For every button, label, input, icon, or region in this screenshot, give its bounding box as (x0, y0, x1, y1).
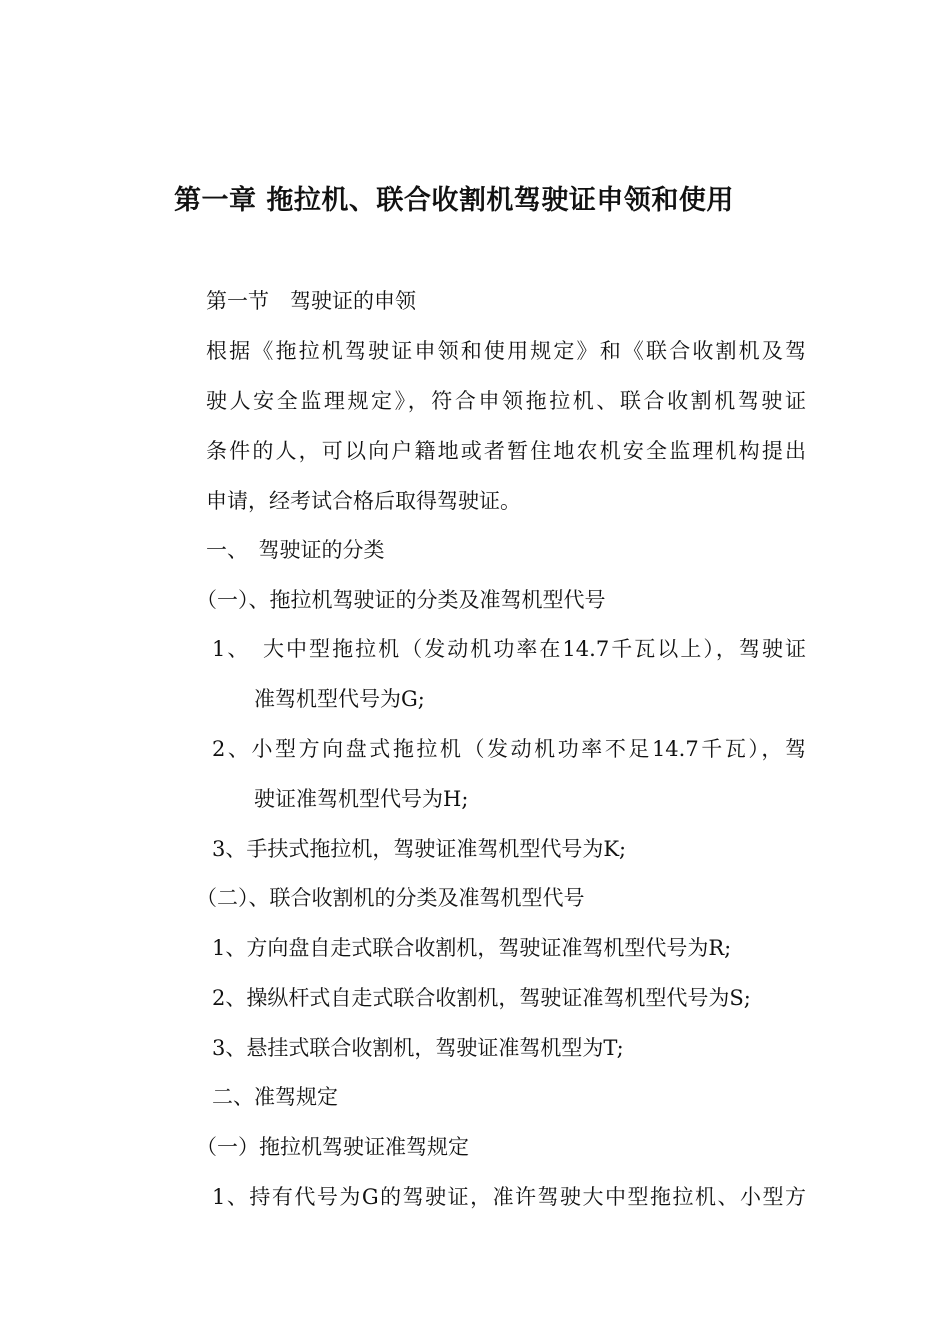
heading-driving-rules: 二、准驾规定 (212, 1085, 338, 1109)
subheading-tractor-classes: （一）、拖拉机驾驶证的分类及准驾机型代号 (196, 588, 606, 612)
list-item: 3、手扶式拖拉机，驾驶证准驾机型代号为K; (212, 837, 627, 861)
list-item: 1、方向盘自走式联合收割机，驾驶证准驾机型代号为R; (212, 936, 732, 960)
list-item: 3、悬挂式联合收割机，驾驶证准驾机型为T; (212, 1036, 624, 1060)
list-item: 1、持有代号为G的驾驶证，准许驾驶大中型拖拉机、小型方 (212, 1185, 806, 1209)
subheading-tractor-rules: （一）拖拉机驾驶证准驾规定 (196, 1135, 469, 1159)
list-item-continuation: 驶证准驾机型代号为H; (254, 787, 469, 811)
list-item-continuation: 准驾机型代号为G; (254, 687, 425, 711)
chapter-title: 第一章 拖拉机、联合收割机驾驶证申领和使用 (174, 185, 734, 216)
list-item: 2、小型方向盘式拖拉机（发动机功率不足14.7千瓦），驾 (212, 737, 806, 761)
list-item: 1、 大中型拖拉机（发动机功率在14.7千瓦以上），驾驶证 (212, 637, 806, 661)
intro-line-1: 根据《拖拉机驾驶证申领和使用规定》和《联合收割机及驾 (206, 339, 806, 363)
intro-line-3: 条件的人，可以向户籍地或者暂住地农机安全监理机构提出 (206, 439, 806, 463)
section-heading: 第一节 驾驶证的申领 (206, 289, 416, 313)
intro-line-2: 驶人安全监理规定》，符合申领拖拉机、联合收割机驾驶证 (206, 389, 806, 413)
subheading-harvester-classes: （二）、联合收割机的分类及准驾机型代号 (196, 886, 585, 910)
intro-line-4: 申请，经考试合格后取得驾驶证。 (206, 489, 521, 513)
list-item: 2、操纵杆式自走式联合收割机，驾驶证准驾机型代号为S; (212, 986, 751, 1010)
heading-classification: 一、 驾驶证的分类 (206, 538, 385, 562)
